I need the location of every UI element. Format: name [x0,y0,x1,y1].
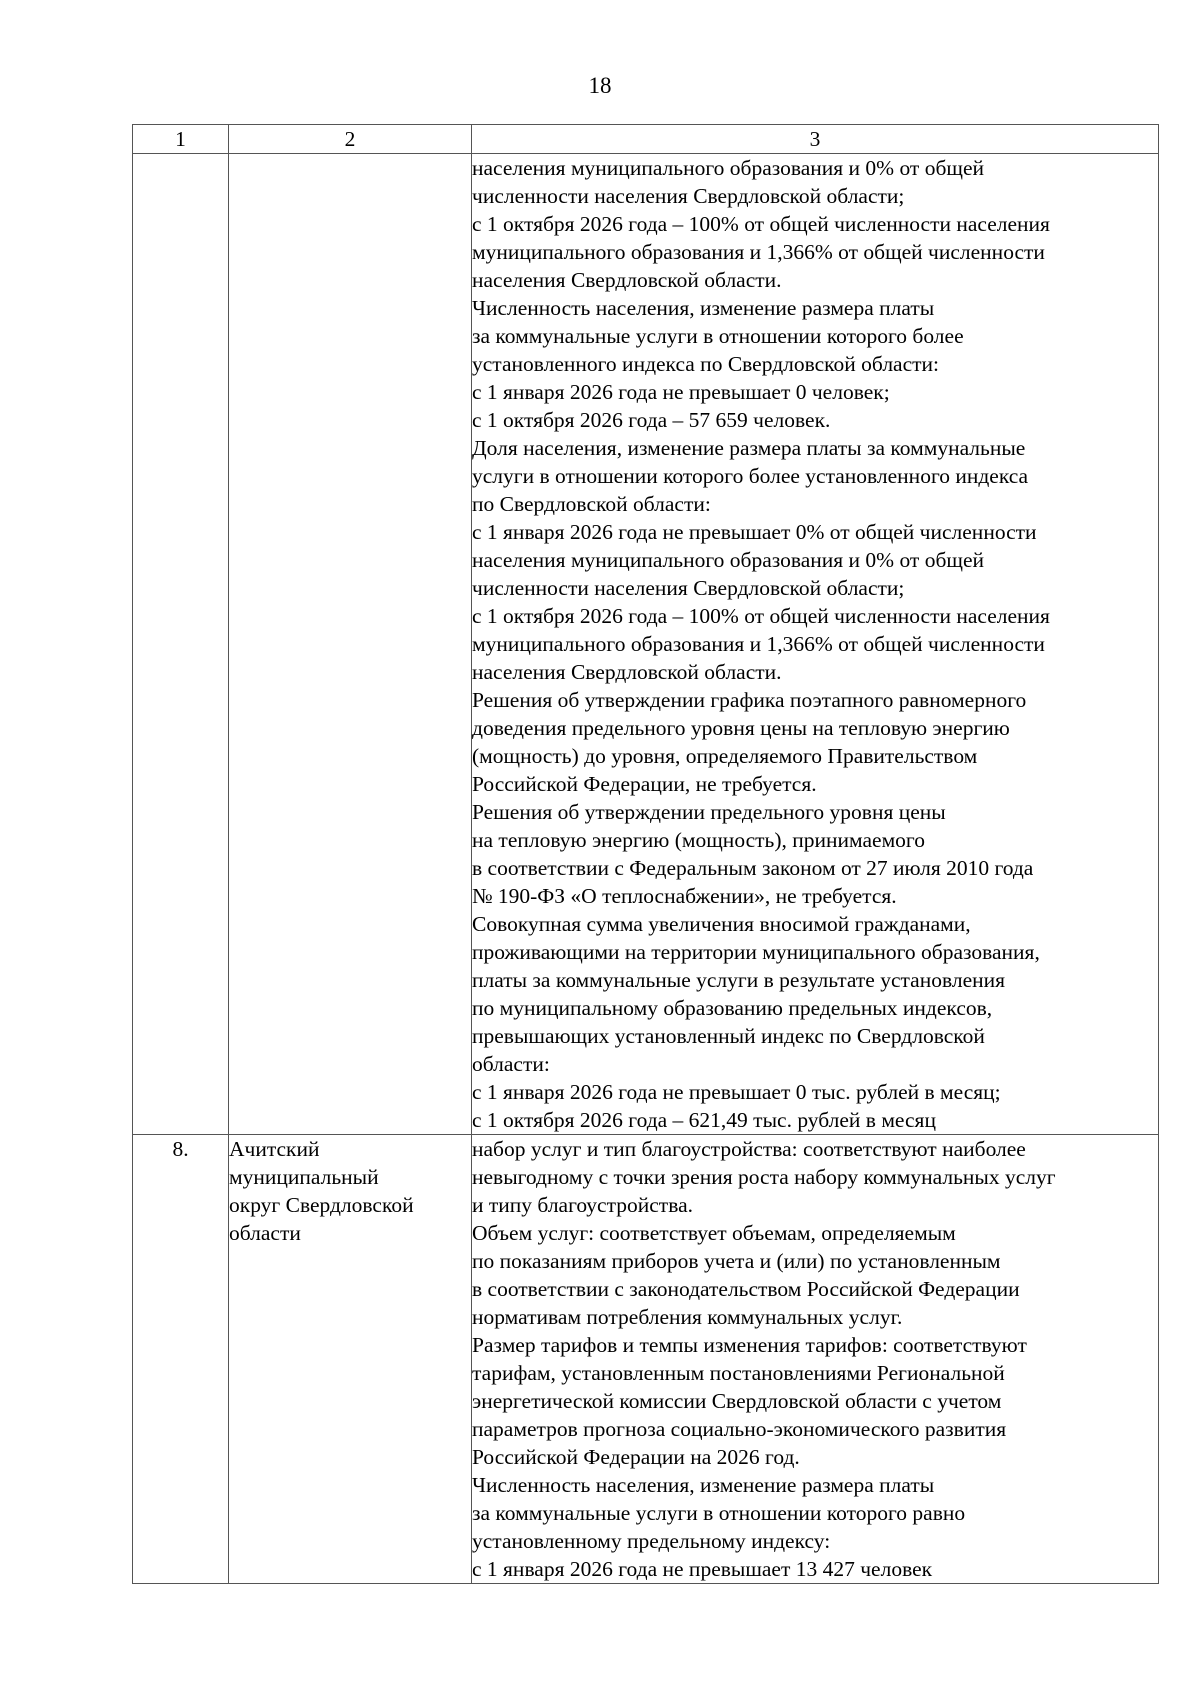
municipality-name-line: области [229,1221,301,1245]
text-line: муниципального образования и 1,366% от общей численности [472,632,1045,656]
municipality-name-cell [229,1135,472,1584]
text-line: с 1 января 2026 года не превышает 0 тыс. рублей в месяц; [472,1080,1001,1104]
text-line: проживающими на территории муниципального образования, [472,940,1040,964]
text-line: установленному предельному индексу: [472,1529,831,1553]
continuation-text-cell [472,154,1159,1135]
text-line: населения муниципального образования и 0% от общей [472,156,984,180]
text-line: с 1 января 2026 года не превышает 0 человек; [472,380,890,404]
text-line: в соответствии с Федеральным законом от 27 июля 2010 года [472,856,1034,880]
text-line: населения Свердловской области. [472,268,782,292]
text-line: параметров прогноза социально-экономического развития [472,1417,1007,1441]
text-line: Российской Федерации, не требуется. [472,772,817,796]
text-line: Российской Федерации на 2026 год. [472,1445,800,1469]
text-line: Размер тарифов и темпы изменения тарифов: соответствуют [472,1333,1027,1357]
text-line: численности населения Свердловской области; [472,576,905,600]
column-header-2: 2 [229,125,472,154]
table-row-8 [133,1135,1159,1584]
text-line: набор услуг и тип благоустройства: соответствуют наиболее [472,1137,1026,1161]
table-row-continuation [133,154,1159,1135]
text-line: населения муниципального образования и 0% от общей [472,548,984,572]
column-header-1: 1 [133,125,229,154]
text-line: Решения об утверждении графика поэтапного равномерного [472,688,1027,712]
text-line: Численность населения, изменение размера платы [472,1473,935,1497]
municipality-name-line: Ачитский [229,1137,320,1161]
text-line: с 1 октября 2026 года – 57 659 человек. [472,408,831,432]
text-line: с 1 января 2026 года не превышает 13 427 человек [472,1557,933,1581]
text-line: Численность населения, изменение размера платы [472,296,935,320]
text-line: по показаниям приборов учета и (или) по установленным [472,1249,1001,1273]
continuation-name-cell [229,154,472,1135]
row-8-text-cell [472,1135,1159,1584]
text-line: невыгодному с точки зрения роста набору коммунальных услуг [472,1165,1056,1189]
text-line: области: [472,1052,550,1076]
text-line: и типу благоустройства. [472,1193,693,1217]
text-line: численности населения Свердловской области; [472,184,905,208]
text-line: Доля населения, изменение размера платы за коммунальные [472,436,1026,460]
page-number: 18 [588,73,612,98]
text-line: с 1 января 2026 года не превышает 0% от общей численности [472,520,1037,544]
text-line: нормативам потребления коммунальных услуг. [472,1305,903,1329]
text-line: за коммунальные услуги в отношении которого более [472,324,964,348]
municipality-name-line: округ Свердловской [229,1193,414,1217]
text-line: доведения предельного уровня цены на тепловую энергию [472,716,1010,740]
text-line: тарифам, установленным постановлениями Региональной [472,1361,1005,1385]
text-line: установленного индекса по Свердловской области: [472,352,940,376]
text-line: муниципального образования и 1,366% от общей численности [472,240,1045,264]
text-line: за коммунальные услуги в отношении которого равно [472,1501,966,1525]
continuation-number-cell [133,154,229,1135]
table-header-row [133,125,1159,154]
document-table [132,124,1159,1584]
row-number: 8. [172,1137,189,1161]
text-line: с 1 октября 2026 года – 100% от общей численности населения [472,604,1050,628]
text-line: с 1 октября 2026 года – 621,49 тыс. рублей в месяц [472,1108,936,1132]
text-line: Объем услуг: соответствует объемам, определяемым [472,1221,956,1245]
text-line: превышающих установленный индекс по Свердловской [472,1024,985,1048]
municipality-name-line: муниципальный [229,1165,379,1189]
text-line: энергетической комиссии Свердловской области с учетом [472,1389,1002,1413]
text-line: на тепловую энергию (мощность), принимаемого [472,828,925,852]
text-line: услуги в отношении которого более установленного индекса [472,464,1029,488]
text-line: по Свердловской области: [472,492,711,516]
text-line: (мощность) до уровня, определяемого Правительством [472,744,978,768]
column-header-3: 3 [472,125,1159,154]
row-number-cell [133,1135,229,1584]
text-line: по муниципальному образованию предельных индексов, [472,996,993,1020]
text-line: № 190-ФЗ «О теплоснабжении», не требуется. [472,884,897,908]
text-line: с 1 октября 2026 года – 100% от общей численности населения [472,212,1050,236]
text-line: платы за коммунальные услуги в результате установления [472,968,1006,992]
text-line: в соответствии с законодательством Российской Федерации [472,1277,1020,1301]
text-line: населения Свердловской области. [472,660,782,684]
text-line: Совокупная сумма увеличения вносимой гражданами, [472,912,971,936]
text-line: Решения об утверждении предельного уровня цены [472,800,946,824]
